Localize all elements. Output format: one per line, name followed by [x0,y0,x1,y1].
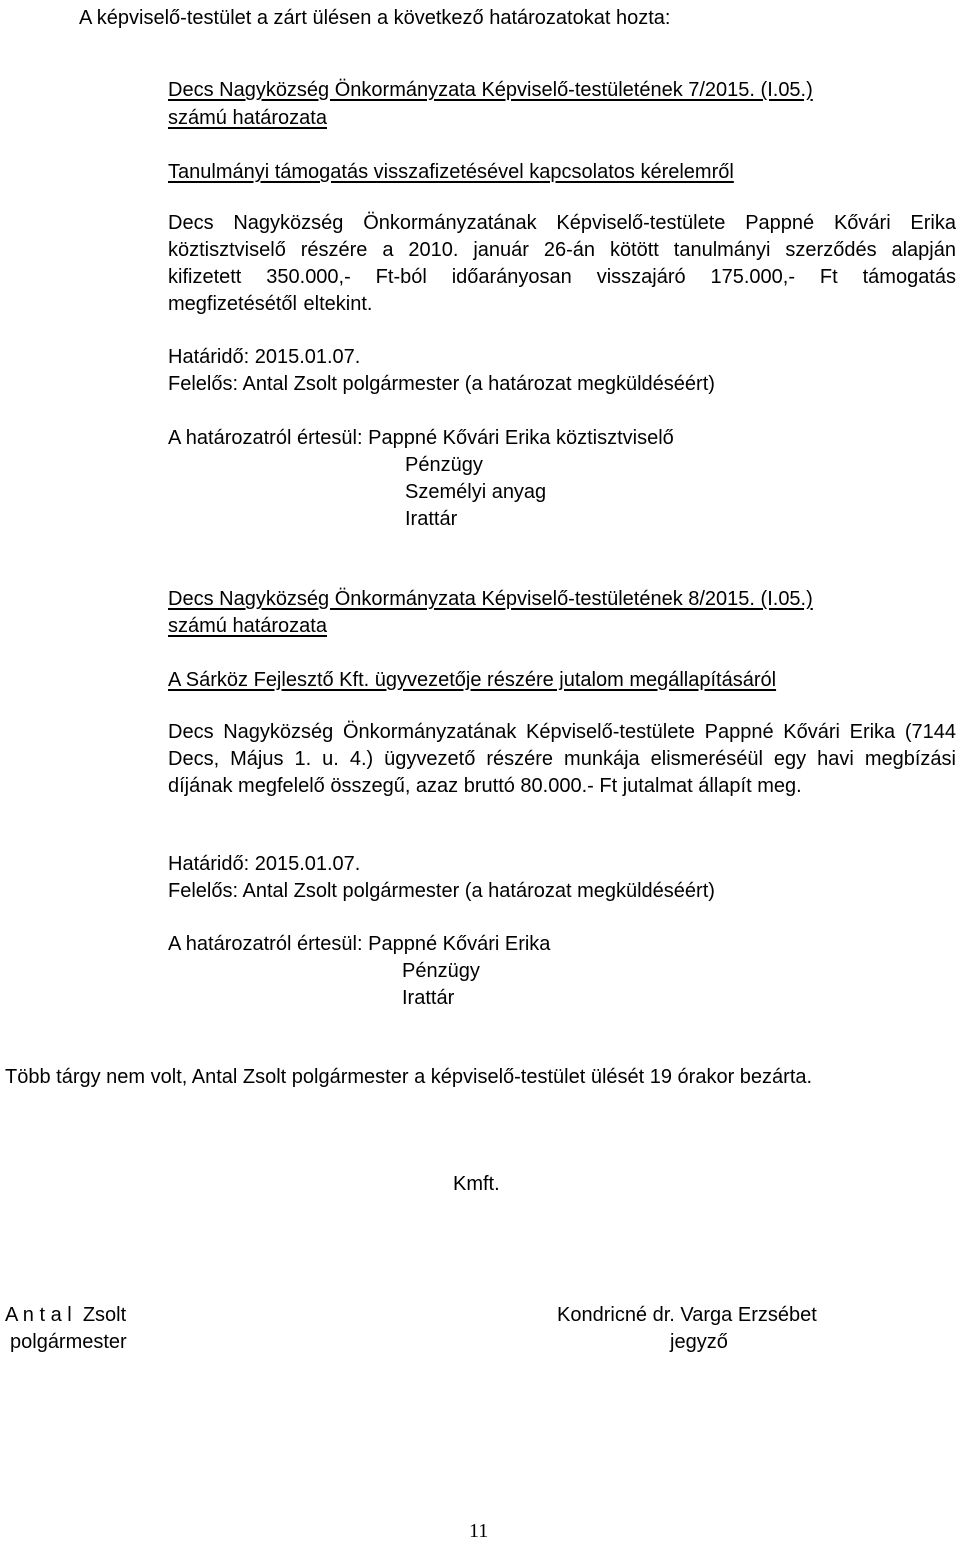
closing-text: Több tárgy nem volt, Antal Zsolt polgármester a képviselő-testület ülését 19 órakor bezárta. [5,1066,813,1088]
resolution-heading-line1: Decs Nagyközség Önkormányzata Képviselő-testületének 8/2015. (I.05.) [168,588,813,610]
signature-title: jegyző [670,1331,728,1353]
resolution-heading-line1: Decs Nagyközség Önkormányzata Képviselő-testületének 7/2015. (I.05.) [168,79,813,101]
notify-label: A határozatról értesül: Pappné Kővári Erika köztisztviselő [168,427,674,449]
resolution-heading-line2: számú határozata [168,615,327,637]
signature-title: polgármester [10,1331,127,1353]
signature-name: Kondricné dr. Varga Erzsébet [557,1304,817,1326]
notify-item: Irattár [402,987,455,1009]
resolution-body: Decs Nagyközség Önkormányzatának Képviselő-testülete Pappné Kővári Erika (7144 Decs, Május 1. u. 4.) ügyvezető részére munkája elismeréséül egy havi megbízási díjának megfelelő összegű, azaz bruttó 80.000.- Ft jutalmat állapít meg. [168,721,956,797]
signature-name: A n t a l Zsolt [5,1304,127,1326]
resolution-deadline: Határidő: 2015.01.07. [168,346,361,368]
notify-item: Pénzügy [402,960,480,982]
resolution-body: Decs Nagyközség Önkormányzatának Képviselő-testülete Pappné Kővári Erika köztisztviselő részére a 2010. január 26-án kötött tanulmányi szerződés alapján kifizetett 350.000,- Ft-ból időarányosan visszajáró 175.000,- Ft támogatás megfizetésétől eltekint. [168,212,956,315]
resolution-subject: Tanulmányi támogatás visszafizetésével kapcsolatos kérelemről [168,161,734,183]
resolution-deadline: Határidő: 2015.01.07. [168,853,361,875]
intro-text: A képviselő-testület a zárt ülésen a következő határozatokat hozta: [79,7,671,29]
notify-label: A határozatról értesül: Pappné Kővári Erika [168,933,551,955]
resolution-responsible: Felelős: Antal Zsolt polgármester (a határozat megküldéséért) [168,373,715,395]
resolution-responsible: Felelős: Antal Zsolt polgármester (a határozat megküldéséért) [168,880,715,902]
notify-item: Irattár [405,508,458,530]
resolution-heading-line2: számú határozata [168,107,327,129]
kmft-label: Kmft. [453,1173,500,1195]
resolution-subject: A Sárköz Fejlesztő Kft. ügyvezetője részére jutalom megállapításáról [168,669,777,691]
page-number: 11 [469,1520,489,1542]
notify-item: Pénzügy [405,454,483,476]
notify-item: Személyi anyag [405,481,547,503]
